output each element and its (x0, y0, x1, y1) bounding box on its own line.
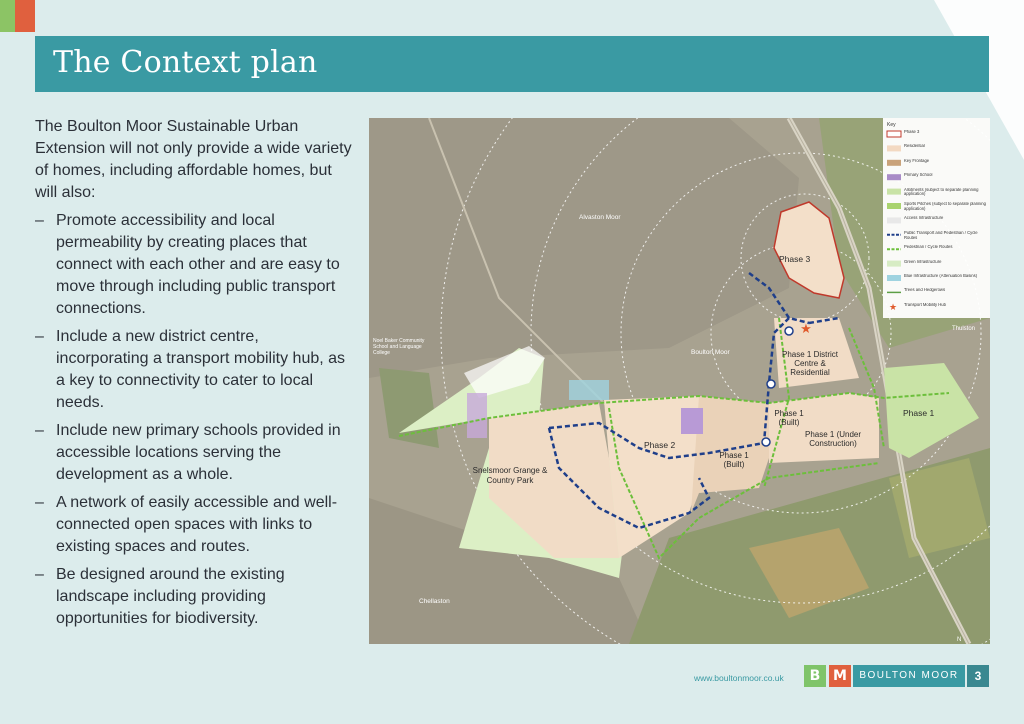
key-label-wrap (904, 303, 988, 317)
key-label: Green Infrastructure (904, 259, 942, 264)
label-snelsmoor-wrap (465, 466, 555, 492)
label-phase3: Phase 3 (779, 254, 811, 264)
key-swatch (887, 131, 901, 137)
label-phase1-district-wrap (775, 350, 845, 384)
label-alvaston-moor: Alvaston Moor (579, 214, 621, 221)
bus-stop (767, 380, 775, 388)
label-phase1-built-b: Phase 1 (Built) (719, 451, 749, 469)
label-phase2: Phase 2 (644, 440, 676, 450)
bullet-item: – Include a new district centre, incorporating a transport mobility hub, as a key to connectivity to cater to local needs. (35, 326, 355, 414)
key-label: Allotments (subject to separate planning application) (904, 187, 979, 197)
map-key (883, 118, 990, 318)
key-swatch (887, 174, 901, 180)
key-label: Sports Pitches (subject to separate planning application) (904, 202, 986, 211)
key-label: Phase 3 (904, 130, 920, 134)
key-label: Trees and Hedgerows (904, 288, 946, 293)
website-link[interactable]: www.boultonmoor.co.uk (694, 673, 784, 683)
logo-m-icon: M (829, 665, 851, 687)
attenuation-basin (569, 380, 609, 400)
key-label-wrap (904, 159, 988, 173)
key-swatch (887, 203, 901, 209)
brand-name: BOULTON MOOR (853, 665, 965, 687)
label-thulston: Thulston (952, 326, 976, 332)
key-label-wrap (904, 188, 988, 202)
body-text (35, 116, 355, 636)
key-label: Pedestrian / Cycle Routes (904, 245, 953, 250)
label-chellaston: Chellaston (419, 598, 450, 605)
key-label: Blue Infrastructure (Attenuation Basins) (904, 274, 978, 278)
key-label: Access Infrastructure (904, 216, 944, 221)
key-swatch (887, 160, 901, 166)
label-phase1-east: Phase 1 (903, 408, 935, 418)
key-label-wrap (904, 144, 988, 158)
label-phase1-under-construction-wrap (795, 430, 871, 466)
bus-stop (785, 327, 793, 335)
label-phase1-built-a: Phase 1 (Built) (774, 409, 804, 427)
key-swatch (887, 189, 901, 195)
page-title: The Context plan (53, 45, 318, 80)
primary-school-west (467, 393, 487, 438)
bullet-item: – Include new primary schools provided in accessible locations serving the development as a whole. (35, 420, 355, 486)
key-label: Public Transport and Pedestrian / Cycle Routes (904, 230, 978, 240)
label-school: Noel Baker Community School and Language College (373, 338, 425, 356)
bullet-list (35, 210, 355, 630)
bullet-item: – A network of easily accessible and well-connected open spaces with links to existing spaces and routes. (35, 492, 355, 558)
context-plan-map (369, 118, 990, 644)
title-banner (35, 36, 989, 92)
key-swatch (887, 217, 901, 223)
key-label: Primary School (904, 173, 933, 178)
key-swatch (887, 145, 901, 151)
key-label-wrap (904, 216, 988, 230)
corner-accent-green (0, 0, 15, 32)
page-number: 3 (967, 665, 989, 687)
label-north: N (957, 637, 962, 643)
key-swatch (887, 261, 901, 267)
bus-stop (762, 438, 770, 446)
key-label: Key Frontage (904, 158, 930, 163)
mobility-hub-star-icon: ★ (800, 321, 812, 336)
label-phase1-built-a-wrap (769, 409, 809, 431)
key-swatch: ★ (889, 301, 898, 312)
bullet-item: – Promote accessibility and local permeability by creating places that connect with each other and are easy to move through including public transport connections. (35, 210, 355, 320)
key-label-wrap (904, 231, 988, 245)
logo-b-icon: B (804, 665, 826, 687)
key-label-wrap (904, 202, 988, 216)
key-label: Transport Mobility Hub (904, 302, 946, 307)
key-label-wrap (904, 173, 988, 187)
label-boulton-moor: Boulton Moor (691, 349, 730, 356)
key-label-wrap (904, 288, 988, 302)
label-snelsmoor: Snelsmoor Grange & Country Park (472, 466, 548, 485)
key-swatch (887, 275, 901, 281)
key-title: Key (887, 122, 896, 128)
label-phase1-built-b-wrap (714, 451, 754, 473)
corner-accent-orange (15, 0, 35, 32)
label-phase1-under-construction: Phase 1 (Under Construction) (804, 430, 862, 448)
key-label-wrap (904, 260, 988, 274)
label-phase1-district: Phase 1 District Centre & Residential (781, 350, 839, 377)
intro-paragraph: The Boulton Moor Sustainable Urban Extension will not only provide a wide variety of homes, including affordable homes, but will also: (35, 118, 352, 201)
key-label-wrap (904, 245, 988, 259)
key-label-wrap (904, 130, 988, 144)
bullet-item: – Be designed around the existing landscape including providing opportunities for biodiversity. (35, 564, 355, 630)
primary-school (681, 408, 703, 434)
key-label: Residential (904, 144, 925, 149)
label-school-wrap (373, 338, 433, 368)
key-label-wrap (904, 274, 988, 288)
